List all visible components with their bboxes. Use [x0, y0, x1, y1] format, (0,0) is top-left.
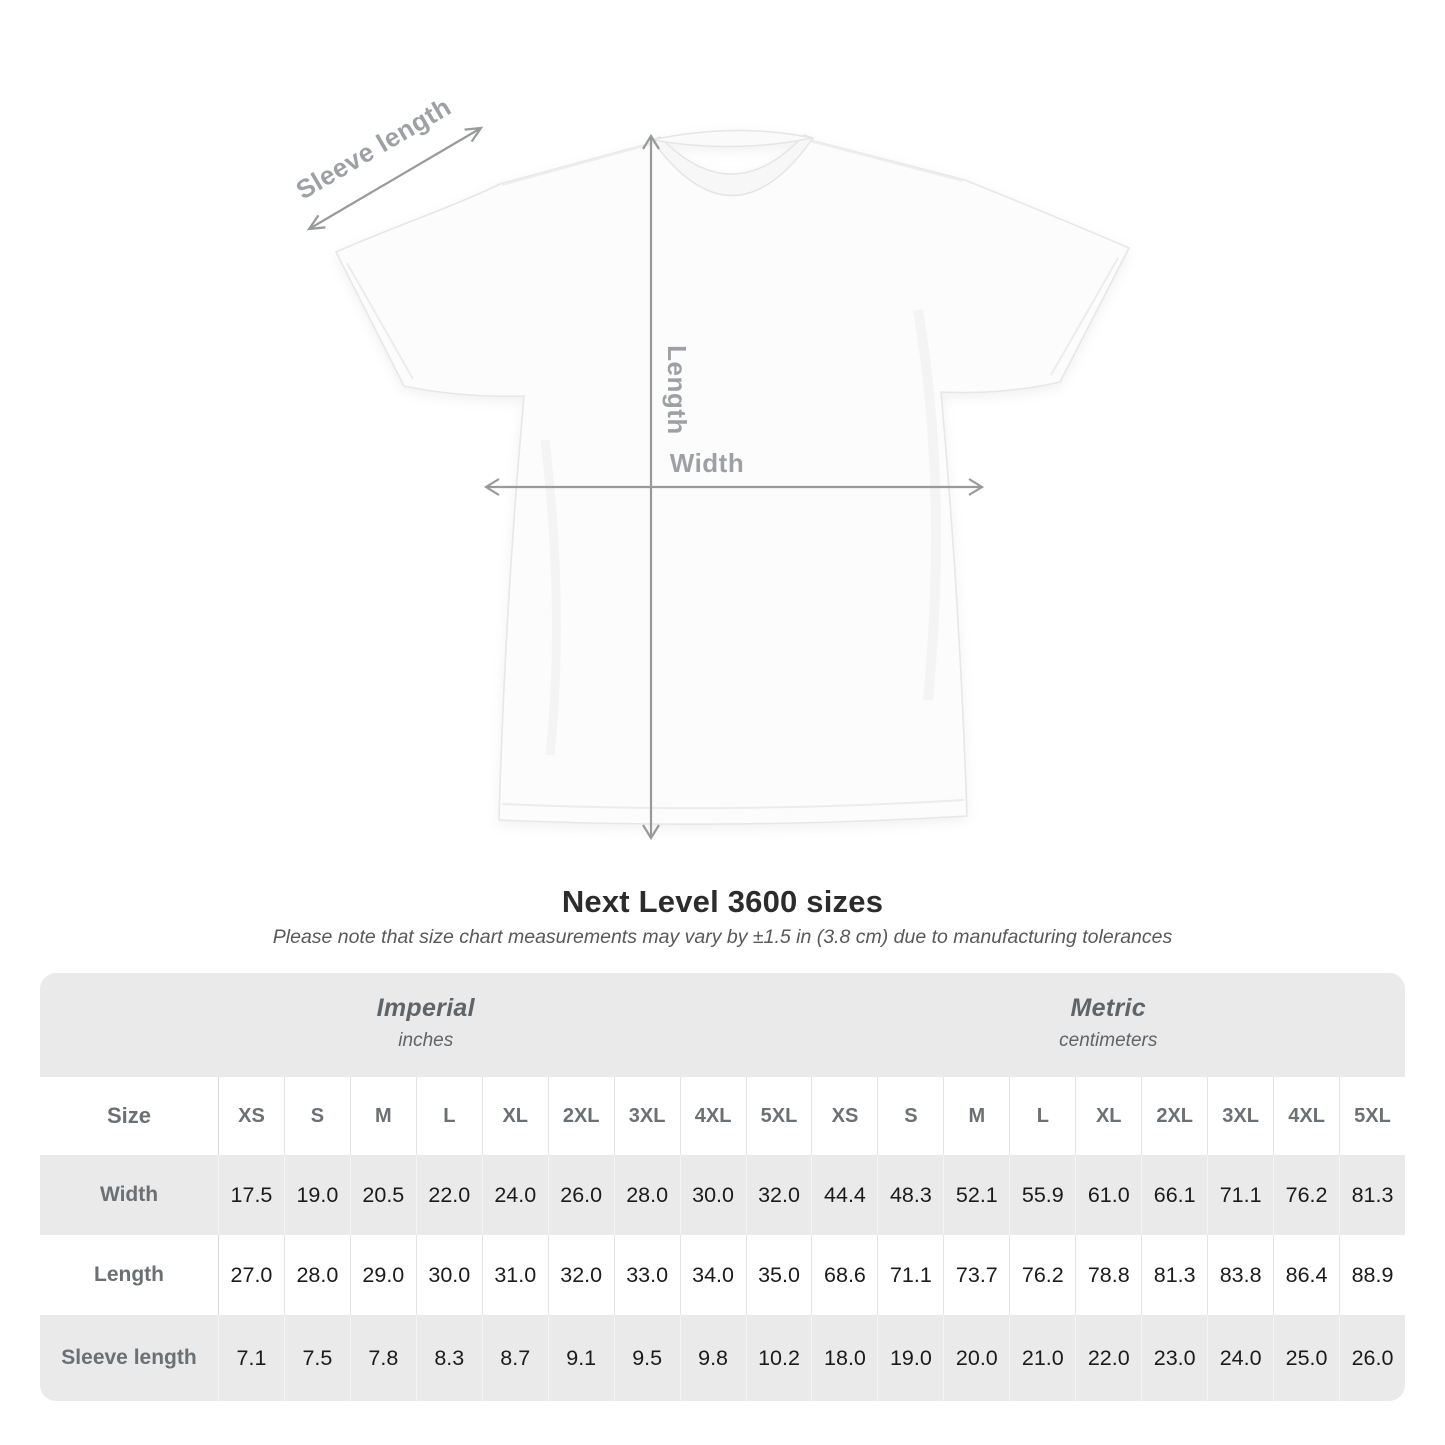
length-metric-5xl: 88.9: [1339, 1235, 1405, 1315]
width-imperial-5xl: 32.0: [746, 1155, 812, 1235]
sleeve-length-label: Sleeve length: [290, 91, 457, 206]
size-header-metric-5xl: 5XL: [1339, 1077, 1405, 1155]
table-body: [40, 1155, 1405, 1401]
width-metric-xl: 61.0: [1075, 1155, 1141, 1235]
width-imperial-m: 20.5: [350, 1155, 416, 1235]
length-metric-2xl: 81.3: [1141, 1235, 1207, 1315]
length-metric-4xl: 86.4: [1273, 1235, 1339, 1315]
width-metric-l: 55.9: [1009, 1155, 1075, 1235]
length-metric-s: 71.1: [877, 1235, 943, 1315]
size-header-imperial-2xl: 2XL: [548, 1077, 614, 1155]
sleeve-length-metric-l: 21.0: [1009, 1315, 1075, 1401]
length-metric-m: 73.7: [943, 1235, 1009, 1315]
sleeve-length-imperial-xs: 7.1: [218, 1315, 284, 1401]
size-table: [40, 973, 1405, 1401]
width-metric-m: 52.1: [943, 1155, 1009, 1235]
size-header-imperial-3xl: 3XL: [614, 1077, 680, 1155]
width-imperial-2xl: 26.0: [548, 1155, 614, 1235]
sleeve-length-metric-xl: 22.0: [1075, 1315, 1141, 1401]
length-imperial-l: 30.0: [416, 1235, 482, 1315]
length-label: Length: [662, 345, 692, 435]
length-imperial-xl: 31.0: [482, 1235, 548, 1315]
table-row-sleeve-length: [40, 1315, 1405, 1401]
length-metric-3xl: 83.8: [1207, 1235, 1273, 1315]
length-imperial-m: 29.0: [350, 1235, 416, 1315]
size-header-metric-xl: XL: [1075, 1077, 1141, 1155]
imperial-header: [40, 971, 812, 1075]
size-header-imperial-m: M: [350, 1077, 416, 1155]
length-imperial-5xl: 35.0: [746, 1235, 812, 1315]
width-imperial-xl: 24.0: [482, 1155, 548, 1235]
page-title: Next Level 3600 sizes: [561, 884, 884, 919]
size-header-imperial-s: S: [284, 1077, 350, 1155]
metric-header: [812, 971, 1406, 1075]
unit-header-band: [40, 973, 1405, 1077]
row-label-length: Length: [94, 1263, 164, 1286]
width-metric-2xl: 66.1: [1141, 1155, 1207, 1235]
width-metric-5xl: 81.3: [1339, 1155, 1405, 1235]
table-row-length: [40, 1235, 1405, 1315]
width-imperial-3xl: 28.0: [614, 1155, 680, 1235]
sleeve-length-imperial-4xl: 9.8: [680, 1315, 746, 1401]
sleeve-length-metric-s: 19.0: [877, 1315, 943, 1401]
sleeve-length-metric-5xl: 26.0: [1339, 1315, 1405, 1401]
width-imperial-4xl: 30.0: [680, 1155, 746, 1235]
size-header-imperial-4xl: 4XL: [680, 1077, 746, 1155]
imperial-unit-label: inches: [398, 1030, 454, 1051]
length-imperial-4xl: 34.0: [680, 1235, 746, 1315]
width-metric-s: 48.3: [877, 1155, 943, 1235]
size-header-imperial-xs: XS: [218, 1077, 284, 1155]
size-column-header: Size: [106, 1103, 152, 1128]
width-metric-xs: 44.4: [811, 1155, 877, 1235]
width-metric-3xl: 71.1: [1207, 1155, 1273, 1235]
row-label-width: Width: [99, 1183, 159, 1206]
sleeve-length-metric-m: 20.0: [943, 1315, 1009, 1401]
row-label-sleeve-length: Sleeve length: [61, 1346, 197, 1369]
sleeve-length-imperial-s: 7.5: [284, 1315, 350, 1401]
size-header-metric-3xl: 3XL: [1207, 1077, 1273, 1155]
width-imperial-l: 22.0: [416, 1155, 482, 1235]
sleeve-length-imperial-2xl: 9.1: [548, 1315, 614, 1401]
sleeve-length-imperial-xl: 8.7: [482, 1315, 548, 1401]
imperial-label: Imperial: [376, 994, 475, 1022]
length-metric-xs: 68.6: [811, 1235, 877, 1315]
size-header-metric-m: M: [943, 1077, 1009, 1155]
table-row-width: [40, 1155, 1405, 1235]
sleeve-length-imperial-l: 8.3: [416, 1315, 482, 1401]
length-imperial-xs: 27.0: [218, 1235, 284, 1315]
size-header-imperial-5xl: 5XL: [746, 1077, 812, 1155]
width-imperial-s: 19.0: [284, 1155, 350, 1235]
sleeve-length-metric-3xl: 24.0: [1207, 1315, 1273, 1401]
sleeve-length-imperial-5xl: 10.2: [746, 1315, 812, 1401]
length-imperial-3xl: 33.0: [614, 1235, 680, 1315]
size-header-metric-2xl: 2XL: [1141, 1077, 1207, 1155]
length-imperial-2xl: 32.0: [548, 1235, 614, 1315]
length-metric-l: 76.2: [1009, 1235, 1075, 1315]
metric-label: Metric: [1070, 994, 1146, 1022]
size-header-metric-s: S: [877, 1077, 943, 1155]
size-header-imperial-l: L: [416, 1077, 482, 1155]
metric-unit-label: centimeters: [1059, 1030, 1158, 1051]
length-imperial-s: 28.0: [284, 1235, 350, 1315]
size-header-metric-4xl: 4XL: [1273, 1077, 1339, 1155]
length-metric-xl: 78.8: [1075, 1235, 1141, 1315]
sleeve-length-metric-2xl: 23.0: [1141, 1315, 1207, 1401]
tolerance-note: Please note that size chart measurements may vary by ±1.5 in (3.8 cm) due to manufacturing tolerances: [272, 926, 1173, 948]
sleeve-length-imperial-m: 7.8: [350, 1315, 416, 1401]
size-header-row: [40, 1077, 1405, 1155]
width-metric-4xl: 76.2: [1273, 1155, 1339, 1235]
width-label: Width: [669, 448, 745, 478]
sleeve-length-imperial-3xl: 9.5: [614, 1315, 680, 1401]
sleeve-length-metric-xs: 18.0: [811, 1315, 877, 1401]
sleeve-length-metric-4xl: 25.0: [1273, 1315, 1339, 1401]
size-header-metric-xs: XS: [811, 1077, 877, 1155]
size-header-metric-l: L: [1009, 1077, 1075, 1155]
size-header-imperial-xl: XL: [482, 1077, 548, 1155]
width-imperial-xs: 17.5: [218, 1155, 284, 1235]
